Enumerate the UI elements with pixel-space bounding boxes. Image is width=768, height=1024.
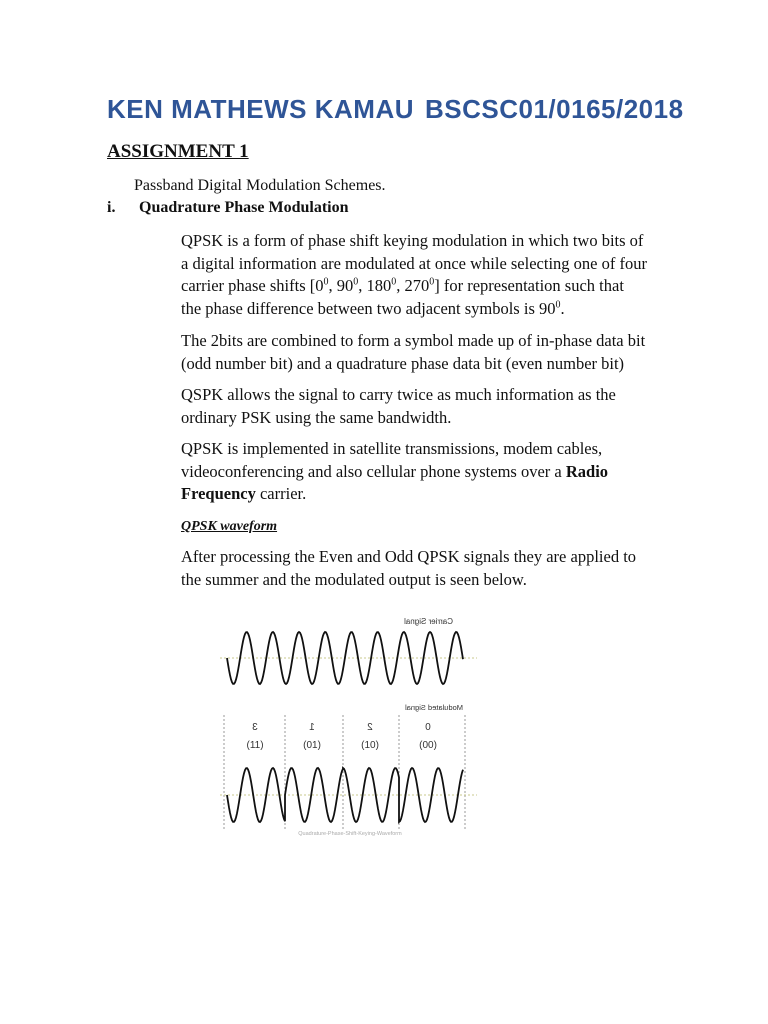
- text-span: carrier.: [255, 484, 307, 503]
- symbol-value: 0: [425, 722, 431, 733]
- paragraph-waveform-description: [181, 546, 681, 591]
- paragraph-line: [181, 298, 681, 321]
- superscript: 0: [555, 299, 561, 310]
- symbol-value: 2: [367, 722, 373, 733]
- section-number: i.: [107, 199, 116, 216]
- figure-caption: Quadrature-Phase-Shift-Keying-Waveform: [298, 831, 402, 837]
- paragraph-line: After processing the Even and Odd QPSK signals they are applied to: [181, 547, 637, 566]
- section-title: Quadrature Phase Modulation: [139, 199, 349, 216]
- text-span: , 180: [358, 276, 392, 295]
- qpsk-waveform-figure: [215, 605, 485, 845]
- paragraph-line: a digital information are modulated at once while selecting one of four: [181, 253, 647, 273]
- paragraph-line: QPSK is a form of phase shift keying modulation in which two bits of: [181, 231, 644, 250]
- text-span: ] for representation such that: [434, 276, 624, 295]
- superscript: 0: [429, 276, 435, 288]
- symbol-bits: (11): [246, 740, 264, 751]
- superscript: 0: [323, 276, 329, 288]
- waveform-title: QPSK waveform: [181, 519, 278, 534]
- text-span: , 270: [396, 276, 430, 295]
- paragraph-line: [181, 461, 681, 484]
- registration-number: BSCSC01/0165/2018: [425, 94, 684, 124]
- paragraph-line: (odd number bit) and a quadrature phase data bit (even number bit): [181, 353, 625, 373]
- text-span: the phase difference between two adjacent symbols is 90: [181, 298, 556, 318]
- symbol-bits: (01): [303, 740, 321, 751]
- bold-text: Frequency: [181, 484, 256, 503]
- superscript: 0: [353, 276, 359, 288]
- paragraph-line: [181, 275, 681, 298]
- text-span: carrier phase shifts [0: [181, 276, 324, 295]
- bold-text: Radio: [565, 461, 609, 481]
- paragraph-symbol-bits: [181, 330, 681, 375]
- assignment-title: ASSIGNMENT 1: [107, 141, 249, 162]
- paragraph-line: the summer and the modulated output is seen below.: [181, 569, 527, 589]
- subtitle: Passband Digital Modulation Schemes.: [134, 177, 386, 194]
- carrier-signal-label: Carrier Signal: [404, 617, 453, 626]
- paragraph-line: QSPK allows the signal to carry twice as much information as the: [181, 385, 616, 404]
- symbol-value: 1: [309, 722, 315, 733]
- paragraph-line: The 2bits are combined to form a symbol made up of in-phase data bit: [181, 331, 646, 350]
- text-span: , 90: [328, 276, 354, 295]
- paragraph-capacity: [181, 384, 681, 429]
- symbol-bits: (10): [361, 740, 379, 751]
- carrier-signal-wave: [227, 632, 463, 684]
- superscript: 0: [391, 276, 397, 288]
- text-span: .: [560, 298, 565, 318]
- paragraph-line: ordinary PSK using the same bandwidth.: [181, 407, 452, 427]
- paragraph-line: [181, 483, 681, 506]
- paragraph-applications: [181, 438, 681, 506]
- symbol-bits: (00): [419, 740, 437, 751]
- text-span: videoconferencing and also cellular phone systems over a: [181, 461, 566, 481]
- paragraph-line: QPSK is implemented in satellite transmissions, modem cables,: [181, 439, 603, 458]
- paragraph-qpsk-definition: [181, 230, 681, 320]
- modulated-signal-label: Modulated Signal: [405, 703, 463, 712]
- symbol-value: 3: [252, 722, 258, 733]
- author-name: KEN MATHEWS KAMAU: [107, 94, 414, 124]
